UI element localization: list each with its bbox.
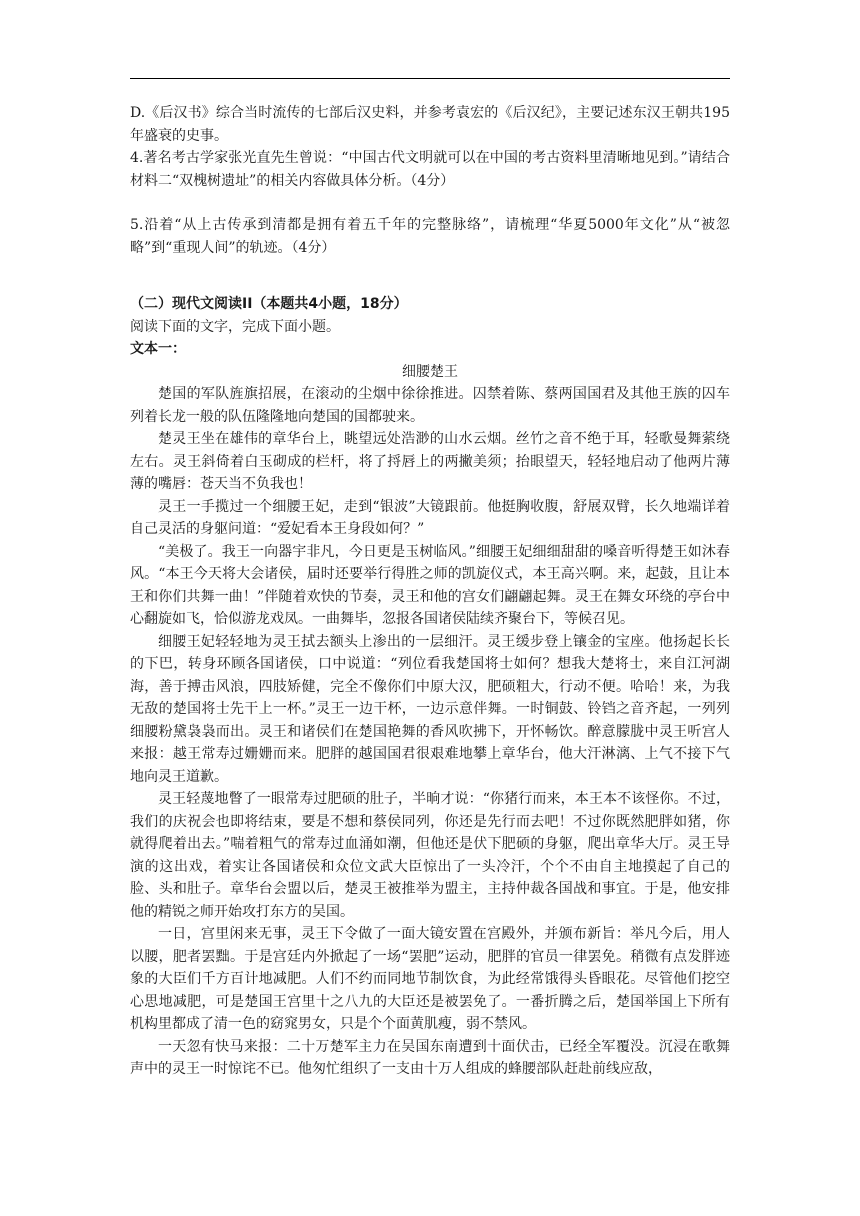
article-paragraph: 楚灵王坐在雄伟的章华台上，眺望远处浩渺的山水云烟。丝竹之音不绝于耳，轻歌曼舞萦绕左右。灵王斜倚着白玉砌成的栏杆，将了捋唇上的两撇美须；抬眼望天，轻轻地启动了他两片薄薄的嘴唇：苍天当不负我也！ xyxy=(130,431,730,492)
section-heading: （二）现代文阅读II（本题共4小题，18分） xyxy=(130,296,408,312)
question-4: 4.著名考古学家张光直先生曾说：“中国古代文明就可以在中国的考古资料里清晰地见到。”请结合材料二“双槐树遗址”的相关内容做具体分析。（4分） xyxy=(130,150,730,189)
article-paragraph: 一天忽有快马来报：二十万楚军主力在吴国东南遭到十面伏击，已经全军覆没。沉浸在歌舞声中的灵王一时惊诧不已。他匆忙组织了一支由十万人组成的蜂腰部队赶赴前线应敌， xyxy=(130,1038,730,1077)
option-d: D.《后汉书》综合当时流传的七部后汉史料，并参考袁宏的《后汉纪》，主要记述东汉王朝共195年盛衰的史事。 xyxy=(130,105,730,144)
article-title: 细腰楚王 xyxy=(402,363,458,380)
article-paragraph: 一日，宫里闲来无事，灵王下令做了一面大镜安置在宫殿外，并颁布新旨：举凡今后，用人以腰，肥者罢黜。于是宫廷内外掀起了一场“罢肥”运动，肥胖的官员一律罢免。稍微有点发胖迹象的大臣们千方百计地减肥。人们不约而同地节制饮食，为此经常饿得头昏眼花。尽管他们挖空心思地减肥，可是楚国王宫里十之八九的大臣还是被罢免了。一番折腾之后，楚国举国上下所有机构里都成了清一色的窈窕男女，只是个个面黄肌瘦，弱不禁风。 xyxy=(130,926,730,1032)
document-page xyxy=(130,102,730,1081)
article-paragraph: 细腰王妃轻轻地为灵王拭去额头上渗出的一层细汗。灵王缓步登上镶金的宝座。他扬起长长的下巴，转身环顾各国诸侯，口中说道：“列位看我楚国将士如何？想我大楚将士，来自江河湖海，善于搏击风浪，四肢矫健，完全不像你们中原大汉，肥硕粗大，行动不便。哈哈！来，为我无敌的楚国将士先干上一杯。”灵王一边干杯，一边示意伴舞。一时铜鼓、铃铛之音齐起，一列列细腰粉黛袅袅而出。灵王和诸侯们在楚国艳舞的香风吹拂下，开怀畅饮。醉意朦胧中灵王听宫人来报：越王常寿过姗姗而来。肥胖的越国国君很艰难地攀上章华台，他大汗淋漓、上气不接下气地向灵王道歉。 xyxy=(130,633,730,785)
article-paragraph: 灵王轻蔑地瞥了一眼常寿过肥硕的肚子，半晌才说：“你猪行而来，本王本不该怪你。不过，我们的庆祝会也即将结束，要是不想和蔡侯同列，你还是先行而去吧！不过你既然肥胖如猪，你就得爬着出去。”喘着粗气的常寿过血涌如潮，但他还是伏下肥硕的身躯，爬出章华大厅。灵王导演的这出戏，着实让各国诸侯和众位文武大臣惊出了一头冷汗，个个不由自主地摸起了自己的脸、头和肚子。章华台会盟以后，楚灵王被推举为盟主，主持仲裁各国战和事宜。于是，他安排他的精锐之师开始攻打东方的吴国。 xyxy=(130,791,730,920)
article-paragraph: “美极了。我王一向器宇非凡，今日更是玉树临风。”细腰王妃细细甜甜的嗓音听得楚王如沐春风。“本王今天将大会诸侯，届时还要举行得胜之师的凯旋仪式，本王高兴啊。来，起鼓，且让本王和你们共舞一曲！”伴随着欢快的节奏，灵王和他的宫女们翩翩起舞。灵王在舞女环绕的亭台中心翻旋如飞，恰似游龙戏凤。一曲舞毕，忽报各国诸侯陆续齐聚台下，等候召见。 xyxy=(130,543,730,627)
article-paragraph: 楚国的军队旌旗招展，在滚动的尘烟中徐徐推进。囚禁着陈、蔡两国国君及其他王族的囚车列着长龙一般的队伍隆隆地向楚国的国都驶来。 xyxy=(130,386,730,425)
section-instruction: 阅读下面的文字，完成下面小题。 xyxy=(130,318,340,335)
text-label: 文本一： xyxy=(130,341,186,357)
header-rule xyxy=(130,78,730,79)
article-paragraph: 灵王一手揽过一个细腰王妃，走到“银波”大镜跟前。他挺胸收腹，舒展双臂，长久地端详着自己灵活的身躯问道：“爱妃看本王身段如何？” xyxy=(130,498,730,537)
question-5: 5.沿着“从上古传承到清都是拥有着五千年的完整脉络”，请梳理“华夏5000年文化”从“被忽略”到“重现人间”的轨迹。（4分） xyxy=(130,217,730,256)
